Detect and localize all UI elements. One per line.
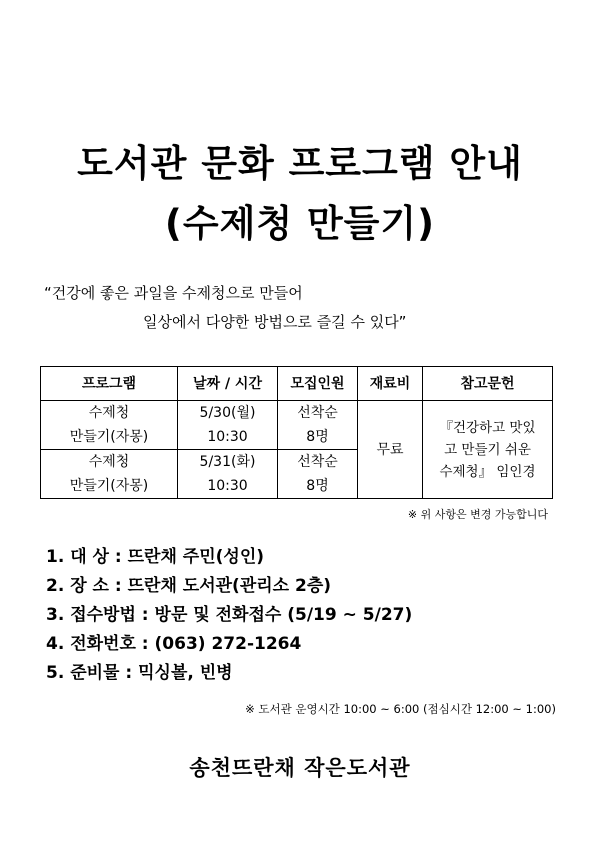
table-header-row [41,367,553,401]
header-program: 프로그램 [41,367,178,401]
recruit-cell [278,401,358,450]
quote-line-2: 일상에서 다양한 방법으로 즐길 수 있다” [143,313,407,331]
header-recruit: 모집인원 [278,367,358,401]
time: 10:30 [207,478,248,494]
reference-line: 『건강하고 맛있 [439,419,536,436]
reference-line: 수제청』 임인경 [439,463,536,480]
recruit-method: 선착순 [297,454,338,470]
date: 5/31(화) [199,454,256,470]
fee-cell: 무료 [358,401,423,499]
date-time-cell [178,450,278,499]
info-list [46,545,412,690]
program-cell [41,401,178,450]
recruit-method: 선착순 [297,405,338,421]
program-name: 수제청 [88,454,130,470]
date: 5/30(월) [199,405,256,421]
list-item: 4. 전화번호 : (063) 272-1264 [46,634,302,654]
quote-line-1: “건강에 좋은 과일을 수제청으로 만들어 [44,284,303,302]
date-time-cell [178,401,278,450]
recruit-cell [278,450,358,499]
reference-cell [423,401,553,499]
reference-line: 고 만들기 쉬운 [444,441,531,458]
program-cell [41,450,178,499]
list-item: 1. 대 상 : 뜨란채 주민(성인) [46,547,265,567]
program-detail: 만들기(자몽) [69,478,149,494]
library-name: 송천뜨란채 작은도서관 [189,756,411,780]
list-item: 2. 장 소 : 뜨란채 도서관(관리소 2층) [46,576,332,596]
list-item: 5. 준비물 : 믹싱볼, 빈병 [46,663,233,683]
table-note: ※ 위 사항은 변경 가능합니다 [407,508,548,521]
recruit-count: 8명 [306,429,329,445]
list-item: 3. 접수방법 : 방문 및 전화접수 (5/19 ~ 5/27) [46,605,413,625]
header-reference: 참고문헌 [423,367,553,401]
recruit-count: 8명 [306,478,329,494]
page-subtitle: (수제청 만들기) [164,202,436,245]
program-detail: 만들기(자몽) [69,429,149,445]
header-date-time: 날짜 / 시간 [178,367,278,401]
hours-note: ※ 도서관 운영시간 10:00 ~ 6:00 (점심시간 12:00 ~ 1:00) [245,702,556,716]
header-fee: 재료비 [358,367,423,401]
program-name: 수제청 [88,405,130,421]
time: 10:30 [207,429,248,445]
program-table [40,366,553,499]
table-row [41,401,553,450]
page-title: 도서관 문화 프로그램 안내 [77,142,523,185]
